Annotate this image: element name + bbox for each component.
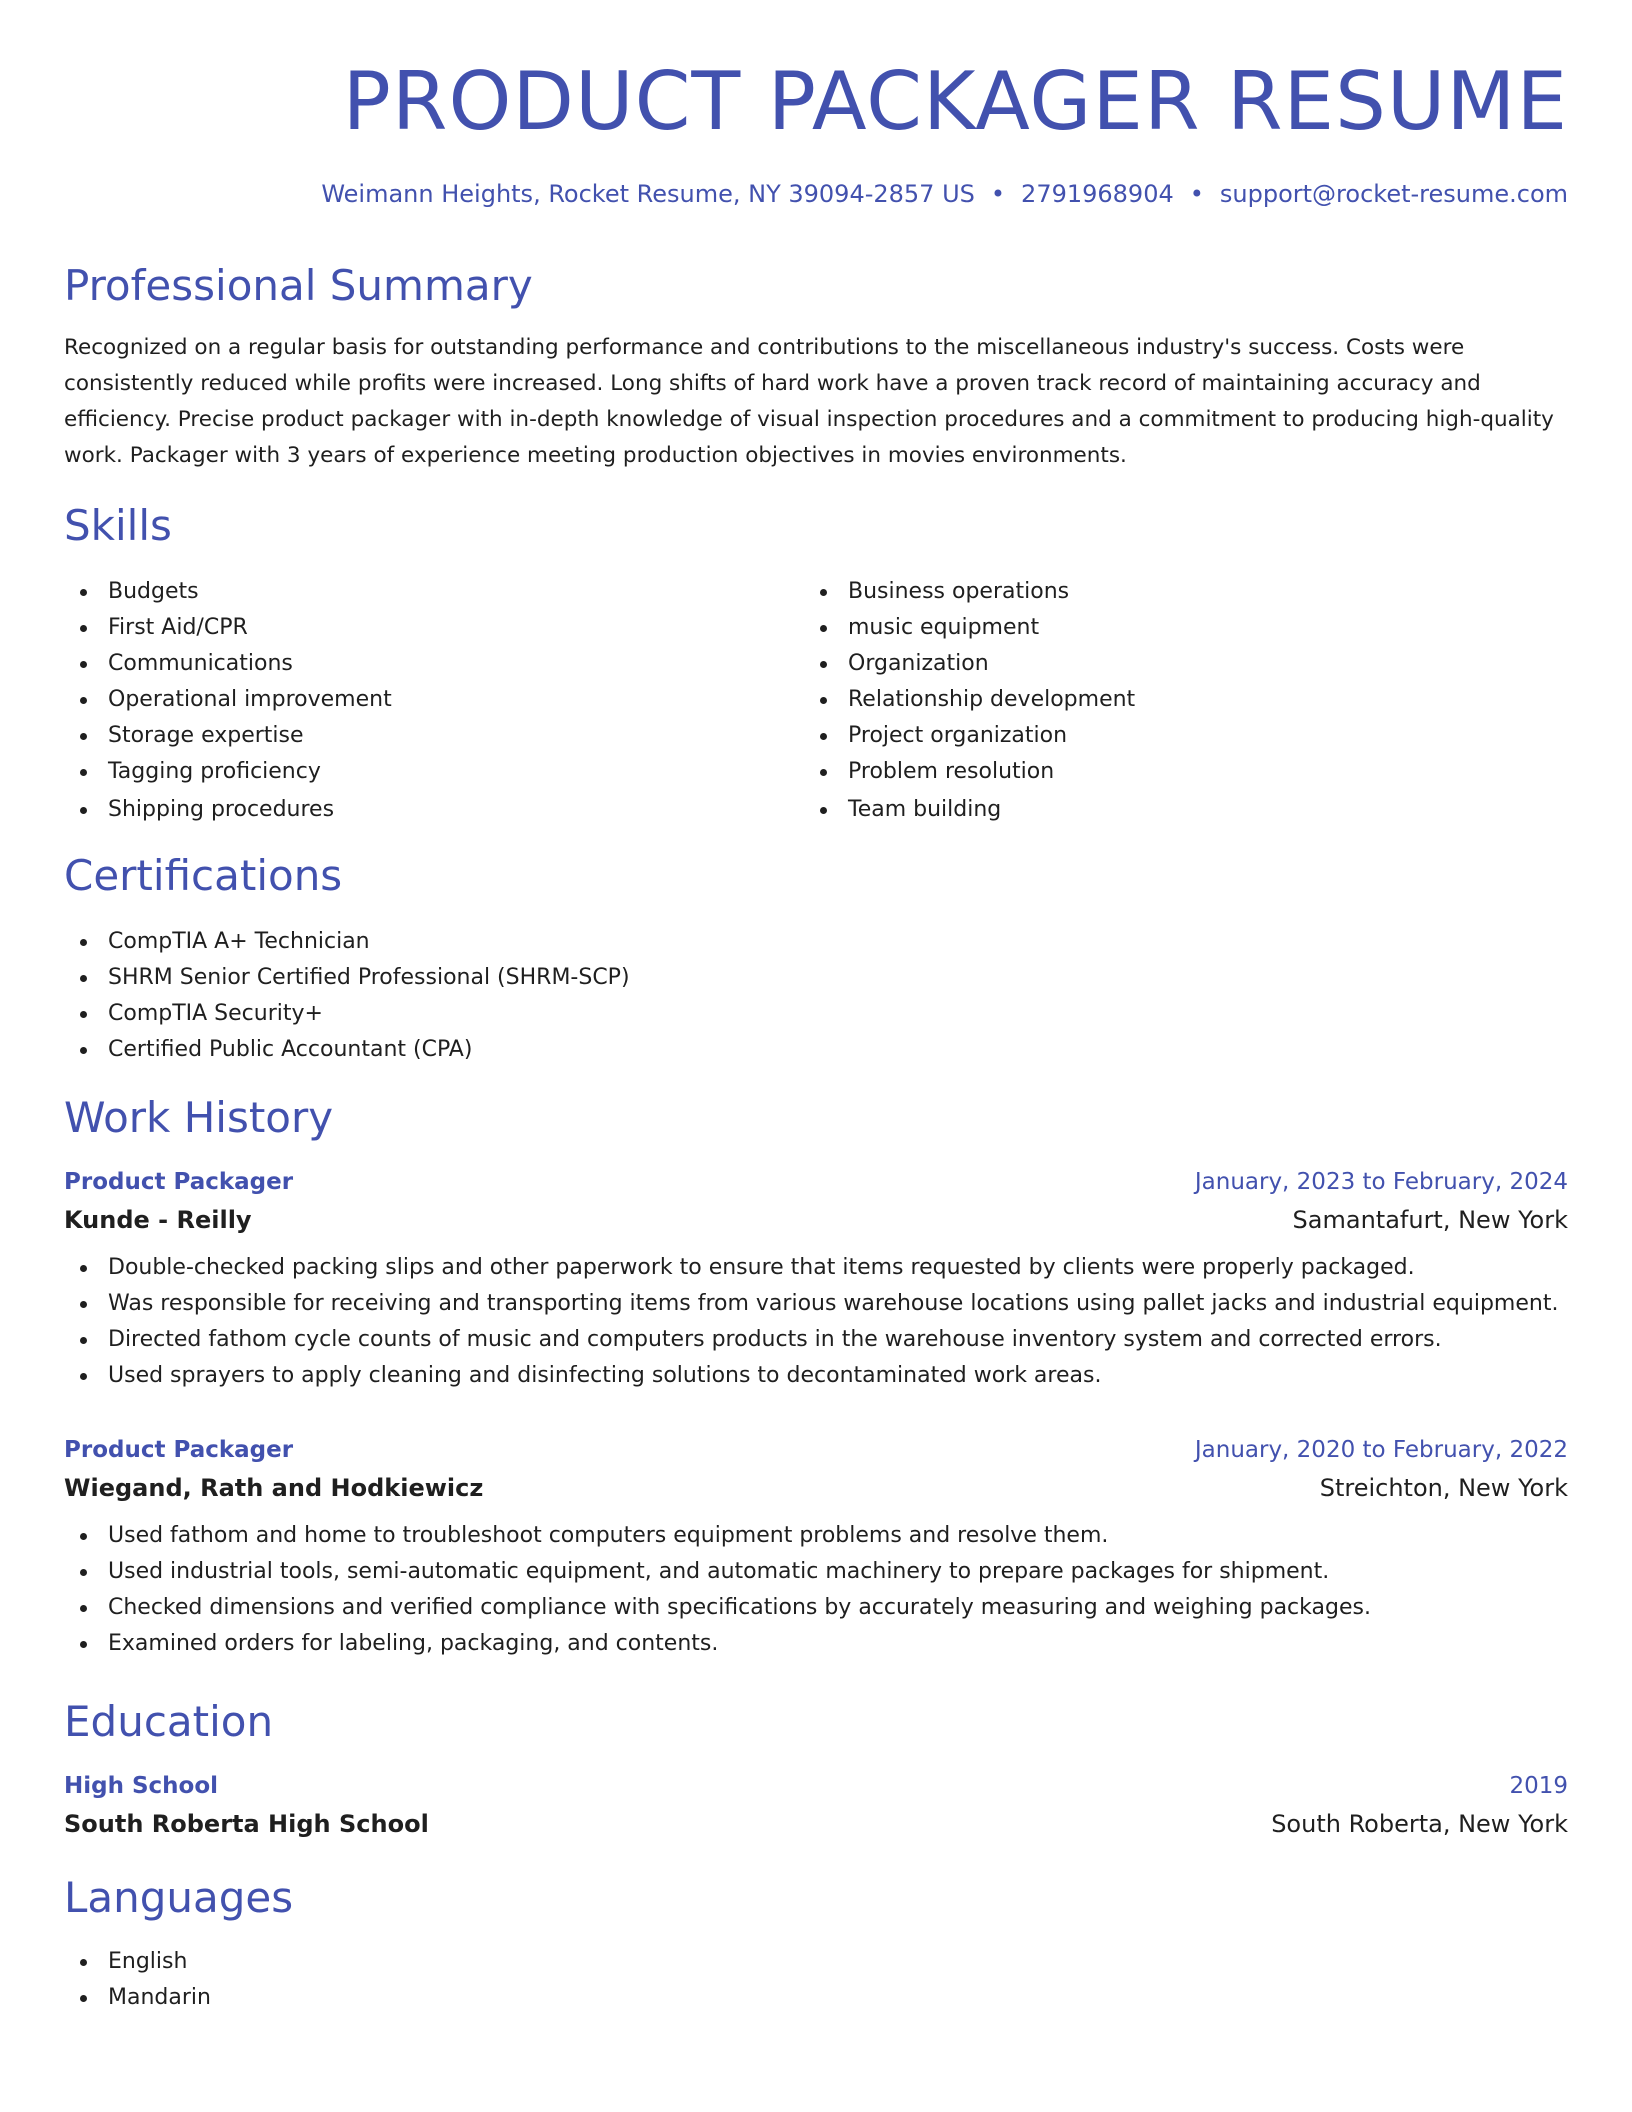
skill-item: Shipping procedures [64,792,804,828]
education-location: South Roberta, New York [1271,1810,1568,1838]
job-bullet: Was responsible for receiving and transporting items from various warehouse locations using pallet jacks and industrial equipment. [64,1286,1568,1322]
certification-item: CompTIA Security+ [64,996,1568,1032]
certification-item: CompTIA A+ Technician [64,924,1568,960]
job-title: Product Packager [64,1437,294,1463]
job-company: Wiegand, Rath and Hodkiewicz [64,1474,484,1502]
summary-text: Recognized on a regular basis for outstanding performance and contributions to the miscellaneous industry's success. Costs were consistently reduced while profits were increased. Long shifts of hard work have a proven track record of maintaining accuracy and efficiency. Precise product packager with in-depth knowledge of visual inspection procedures and a commitment to producing high-quality work. Packager with 3 years of experience meeting production objectives in movies environments. [64,335,1554,468]
languages-heading: Languages [64,1873,294,1922]
skill-item: Communications [64,646,804,682]
education-year: 2019 [1509,1773,1568,1799]
skill-item: Problem resolution [804,754,1544,790]
job-bullet: Examined orders for labeling, packaging, and contents. [64,1626,1568,1662]
skill-item: music equipment [804,610,1544,646]
job-entry [64,1432,1568,1662]
skill-item: Team building [804,792,1544,828]
job-location: Samantafurt, New York [1292,1206,1568,1234]
address: Weimann Heights, Rocket Resume, NY 39094-2857 US [321,180,975,208]
job-company: Kunde - Reilly [64,1206,252,1234]
skill-item: Tagging proficiency [64,754,804,790]
skill-item: Operational improvement [64,682,804,718]
separator: • [990,180,1006,208]
job-dates: January, 2020 to February, 2022 [1194,1437,1568,1463]
certification-item: Certified Public Accountant (CPA) [64,1032,1568,1068]
skills-heading: Skills [64,501,172,550]
skill-item: Budgets [64,574,804,610]
languages-list [64,1944,1568,2016]
contact-line [321,178,1568,210]
education-school: South Roberta High School [64,1810,429,1838]
certification-item: SHRM Senior Certified Professional (SHRM-SCP) [64,960,1568,996]
separator: • [1189,180,1204,208]
job-bullet: Used fathom and home to troubleshoot computers equipment problems and resolve them. [64,1518,1568,1554]
skills-column-left [64,574,804,828]
work-history-heading: Work History [64,1093,334,1142]
summary-heading: Professional Summary [64,261,533,310]
skill-item: Business operations [804,574,1544,610]
job-dates: January, 2023 to February, 2024 [1194,1169,1568,1195]
phone: 2791968904 [1021,180,1174,208]
skill-item: Storage expertise [64,718,804,754]
job-bullet: Used sprayers to apply cleaning and disinfecting solutions to decontaminated work areas. [64,1358,1568,1394]
skill-item: Organization [804,646,1544,682]
job-title: Product Packager [64,1169,294,1195]
job-bullets [64,1518,1568,1662]
language-item: Mandarin [64,1980,1568,2016]
skill-item: First Aid/CPR [64,610,804,646]
email-link[interactable]: support@rocket-resume.com [1219,180,1568,208]
skill-item: Relationship development [804,682,1544,718]
language-item: English [64,1944,1568,1980]
job-bullet: Checked dimensions and verified compliance with specifications by accurately measuring and weighing packages. [64,1590,1568,1626]
resume-title: PRODUCT PACKAGER RESUME [342,55,1568,148]
skills-list [64,574,1568,828]
certifications-heading: Certifications [64,851,343,900]
education-entry [64,1768,1568,1844]
job-location: Streichton, New York [1319,1474,1568,1502]
certifications-list [64,924,1568,1068]
job-entry [64,1164,1568,1394]
education-degree: High School [64,1773,219,1799]
skill-item: Project organization [804,718,1544,754]
skills-column-right [804,574,1544,828]
job-bullet: Used industrial tools, semi-automatic equipment, and automatic machinery to prepare packages for shipment. [64,1554,1568,1590]
job-bullet: Double-checked packing slips and other paperwork to ensure that items requested by clients were properly packaged. [64,1250,1568,1286]
job-bullets [64,1250,1568,1394]
education-heading: Education [64,1697,274,1746]
job-bullet: Directed fathom cycle counts of music and computers products in the warehouse inventory system and corrected errors. [64,1322,1568,1358]
